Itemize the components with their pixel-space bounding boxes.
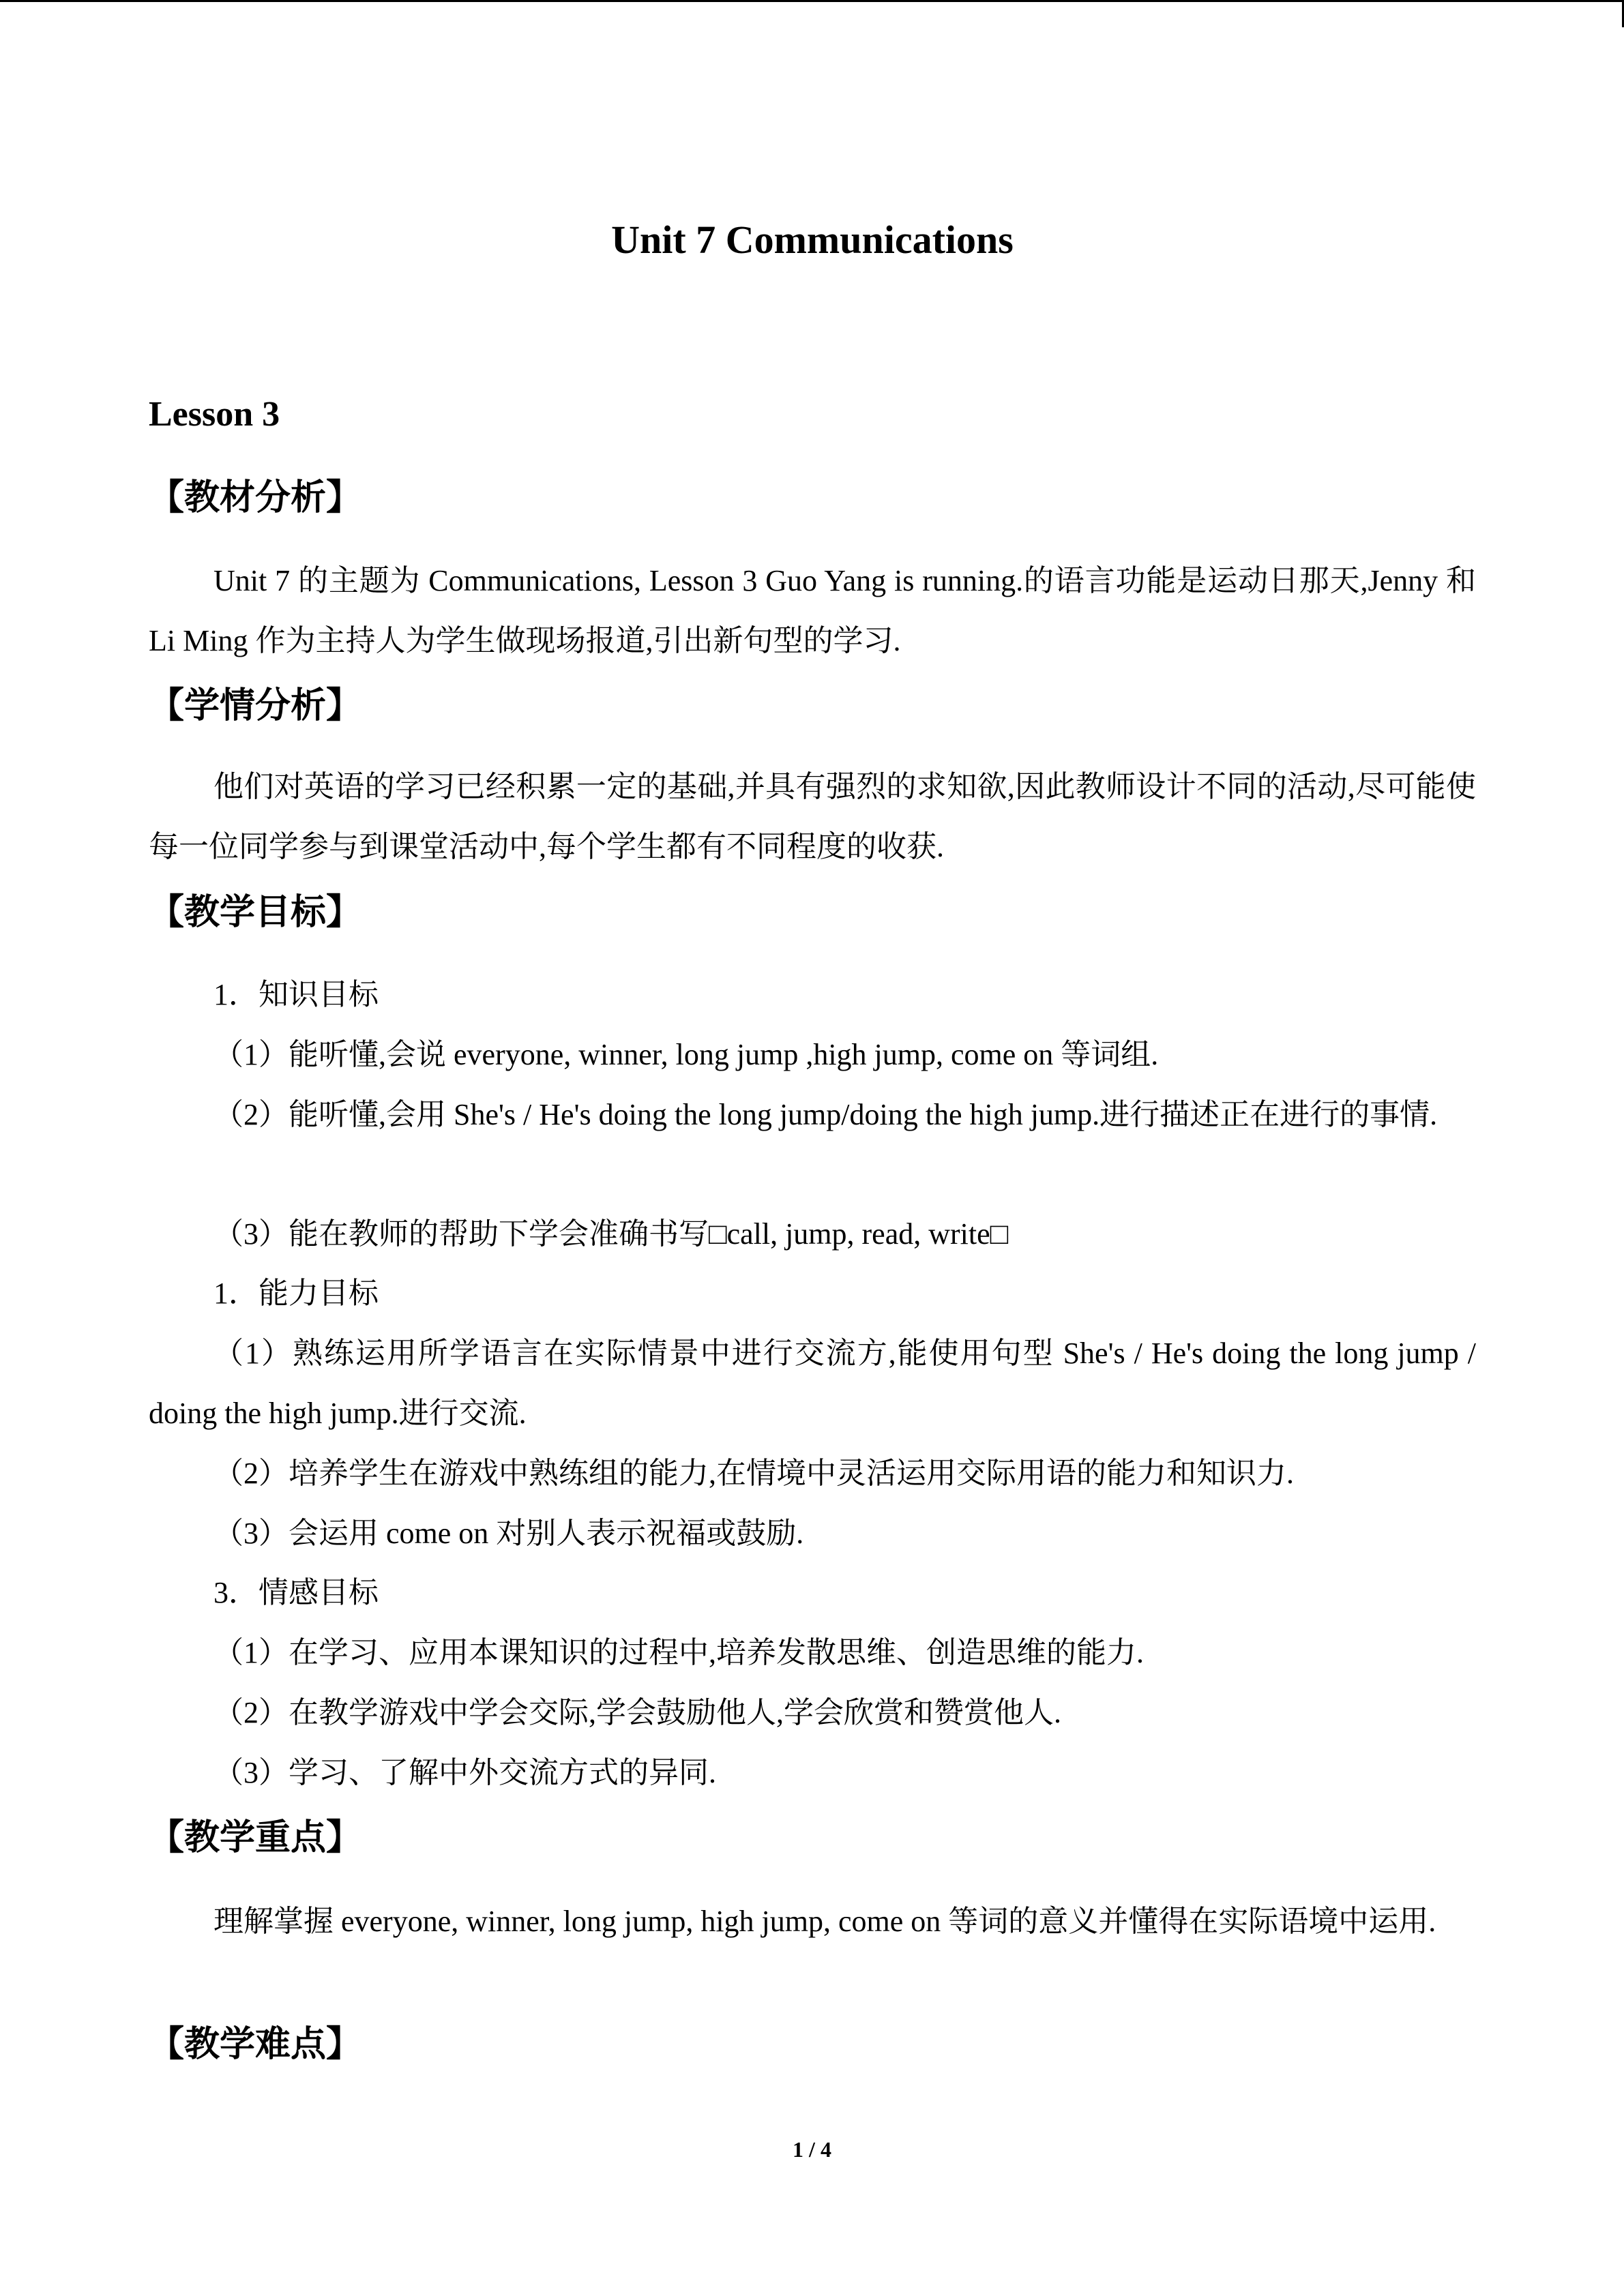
heading-key-points: 【教学重点】 <box>149 1817 362 1858</box>
heading-student-analysis: 【学情分析】 <box>149 685 362 726</box>
paragraph-key-points: 理解掌握 everyone, winner, long jump, high jump, come on 等词的意义并懂得在实际语境中运用. <box>213 1905 1436 1938</box>
objective-ability-item-3: （3）会运用 come on 对别人表示祝福或鼓励. <box>213 1517 804 1550</box>
lesson-label: Lesson 3 <box>149 395 280 434</box>
objective-ability-item-2: （2）培养学生在游戏中熟练组的能力,在情境中灵活运用交际用语的能力和知识力. <box>213 1457 1294 1490</box>
paragraph-student-analysis: 他们对英语的学习已经积累一定的基础,并具有强烈的求知欲,因此教师设计不同的活动,尽可能使每一位同学参与到课堂活动中,每个学生都有不同程度的收获. <box>149 770 1476 863</box>
objective-knowledge-item-3: （3）能在教师的帮助下学会准确书写□call, jump, read, write□ <box>213 1217 1009 1251</box>
page-number: 1 / 4 <box>793 2137 831 2162</box>
heading-objectives: 【教学目标】 <box>149 892 362 933</box>
objective-knowledge-item-2: （2）能听懂,会用 She's / He's doing the long jump/doing the high jump.进行描述正在进行的事情. <box>213 1098 1438 1131</box>
heading-material-analysis: 【教材分析】 <box>149 477 362 518</box>
objective-emotion-label: 3．情感目标 <box>213 1576 379 1609</box>
document-title: Unit 7 Communications <box>611 218 1014 262</box>
objective-emotion-item-1: （1）在学习、应用本课知识的过程中,培养发散思维、创造思维的能力. <box>213 1636 1144 1669</box>
objective-knowledge-label: 1．知识目标 <box>213 978 379 1011</box>
page-top-border <box>0 0 1624 2</box>
objective-ability-label: 1．能力目标 <box>213 1277 379 1310</box>
objective-emotion-item-2: （2）在教学游戏中学会交际,学会鼓励他人,学会欣赏和赞赏他人. <box>213 1696 1061 1729</box>
objective-emotion-item-3: （3）学习、了解中外交流方式的异同. <box>213 1756 716 1789</box>
paragraph-material-analysis: Unit 7 的主题为 Communications, Lesson 3 Guo Yang is running.的语言功能是运动日那天,Jenny 和 Li Ming 作为主持人为学生做现场报道,引出新句型的学习. <box>149 564 1476 657</box>
objective-ability-item-1: （1）熟练运用所学语言在实际情景中进行交流方,能使用句型 She's / He's doing the long jump / doing the high jump.进行交流. <box>149 1337 1476 1430</box>
objective-knowledge-item-1: （1）能听懂,会说 everyone, winner, long jump ,high jump, come on 等词组. <box>213 1038 1159 1071</box>
heading-difficulties: 【教学难点】 <box>149 2024 362 2065</box>
